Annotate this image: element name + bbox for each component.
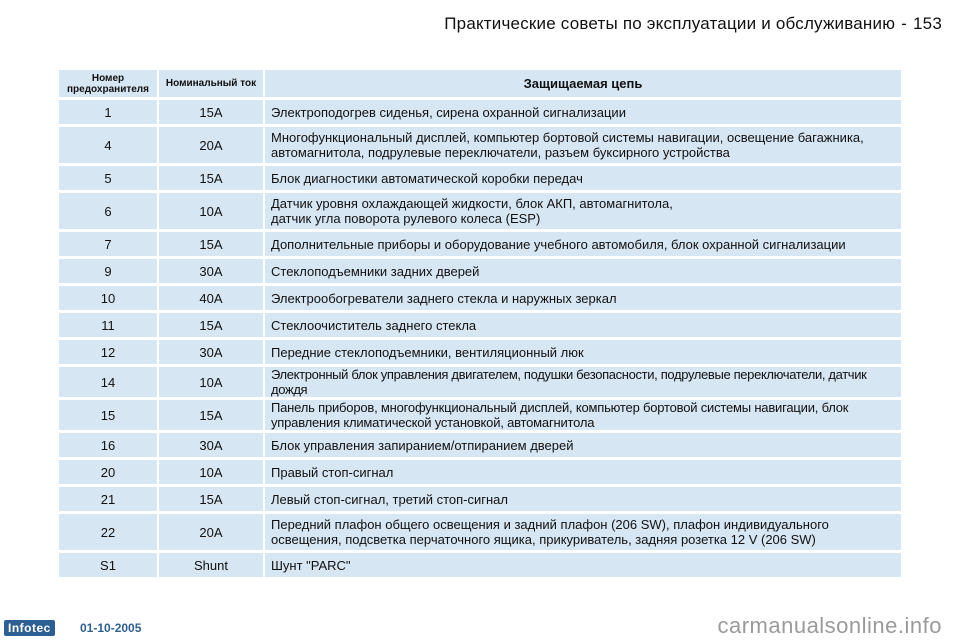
- table-row: [59, 460, 901, 484]
- fuse-circuit: Шунт "PARC": [265, 553, 901, 577]
- fuse-current: 10A: [159, 193, 263, 229]
- header-separator: -: [901, 14, 908, 33]
- fuse-current: Shunt: [159, 553, 263, 577]
- page-number: 153: [913, 14, 942, 33]
- table-row: [59, 487, 901, 511]
- fuse-circuit: Многофункциональный дисплей, компьютер бортовой системы навигации, освещение багажника, автомагнитола, подрулевые переключатели, разъем буксирного устройства: [265, 127, 901, 163]
- table-row: [59, 340, 901, 364]
- watermark: carmanualsonline.info: [717, 613, 942, 638]
- fuse-current: 30A: [159, 433, 263, 457]
- fuse-number: 10: [59, 286, 157, 310]
- fuse-current: 15A: [159, 100, 263, 124]
- fuse-current: 15A: [159, 232, 263, 256]
- table-row: [59, 286, 901, 310]
- fuse-number: 16: [59, 433, 157, 457]
- table-row: [59, 232, 901, 256]
- fuse-number: 20: [59, 460, 157, 484]
- fuse-number: 12: [59, 340, 157, 364]
- table-row: [59, 166, 901, 190]
- table-header-row: [59, 70, 901, 97]
- fuse-circuit: Электроподогрев сиденья, сирена охранной сигнализации: [265, 100, 901, 124]
- fuse-number: 4: [59, 127, 157, 163]
- fuse-circuit: Электронный блок управления двигателем, подушки безопасности, подрулевые переключатели, датчик дождя: [265, 367, 901, 397]
- fuse-number: 1: [59, 100, 157, 124]
- table-row: [59, 553, 901, 577]
- fuse-current: 30A: [159, 259, 263, 283]
- fuse-number: 9: [59, 259, 157, 283]
- table-row: [59, 400, 901, 430]
- fuse-number: 22: [59, 514, 157, 550]
- table-row: [59, 514, 901, 550]
- fuse-current: 20A: [159, 514, 263, 550]
- header-fuse-number: Номер предохранителя: [59, 70, 157, 97]
- fuse-number: 5: [59, 166, 157, 190]
- fuse-number: S1: [59, 553, 157, 577]
- fuse-current: 10A: [159, 460, 263, 484]
- fuse-circuit: Дополнительные приборы и оборудование учебного автомобиля, блок охранной сигнализации: [265, 232, 901, 256]
- header-protected-circuit: Защищаемая цепь: [265, 70, 901, 97]
- table-row: [59, 100, 901, 124]
- fuse-number: 14: [59, 367, 157, 397]
- fuse-circuit: Передний плафон общего освещения и задний плафон (206 SW), плафон индивидуального освещения, подсветка перчаточного ящика, прикуриватель, задняя розетка 12 V (206 SW): [265, 514, 901, 550]
- fuse-number: 15: [59, 400, 157, 430]
- page-header: [444, 14, 942, 34]
- fuse-circuit: Правый стоп-сигнал: [265, 460, 901, 484]
- fuse-number: 21: [59, 487, 157, 511]
- fuse-current: 20A: [159, 127, 263, 163]
- fuse-current: 15A: [159, 400, 263, 430]
- fuse-circuit: Левый стоп-сигнал, третий стоп-сигнал: [265, 487, 901, 511]
- infotec-logo: Infotec: [4, 620, 55, 636]
- table-row: [59, 313, 901, 337]
- fuse-number: 11: [59, 313, 157, 337]
- fuse-current: 10A: [159, 367, 263, 397]
- fuse-current: 40A: [159, 286, 263, 310]
- fuse-table: [57, 67, 903, 580]
- page-title: Практические советы по эксплуатации и обслуживанию: [444, 14, 896, 33]
- header-rated-current: Номинальный ток: [159, 70, 263, 97]
- table-row: [59, 367, 901, 397]
- table-row: [59, 193, 901, 229]
- fuse-circuit: Стеклоподъемники задних дверей: [265, 259, 901, 283]
- fuse-current: 15A: [159, 313, 263, 337]
- fuse-circuit: Электрообогреватели заднего стекла и наружных зеркал: [265, 286, 901, 310]
- fuse-circuit: Панель приборов, многофункциональный дисплей, компьютер бортовой системы навигации, блок управления климатической установкой, автомагнитола: [265, 400, 901, 430]
- fuse-circuit: Передние стеклоподъемники, вентиляционный люк: [265, 340, 901, 364]
- table-row: [59, 259, 901, 283]
- fuse-current: 30A: [159, 340, 263, 364]
- fuse-current: 15A: [159, 487, 263, 511]
- fuse-circuit: Блок диагностики автоматической коробки передач: [265, 166, 901, 190]
- fuse-current: 15A: [159, 166, 263, 190]
- fuse-number: 6: [59, 193, 157, 229]
- footer-date: 01-10-2005: [80, 621, 142, 635]
- fuse-circuit: Стеклоочиститель заднего стекла: [265, 313, 901, 337]
- fuse-circuit: Датчик уровня охлаждающей жидкости, блок АКП, автомагнитола, датчик угла поворота рулевого колеса (ESP): [265, 193, 901, 229]
- table-row: [59, 127, 901, 163]
- fuse-number: 7: [59, 232, 157, 256]
- table-row: [59, 433, 901, 457]
- fuse-circuit: Блок управления запиранием/отпиранием дверей: [265, 433, 901, 457]
